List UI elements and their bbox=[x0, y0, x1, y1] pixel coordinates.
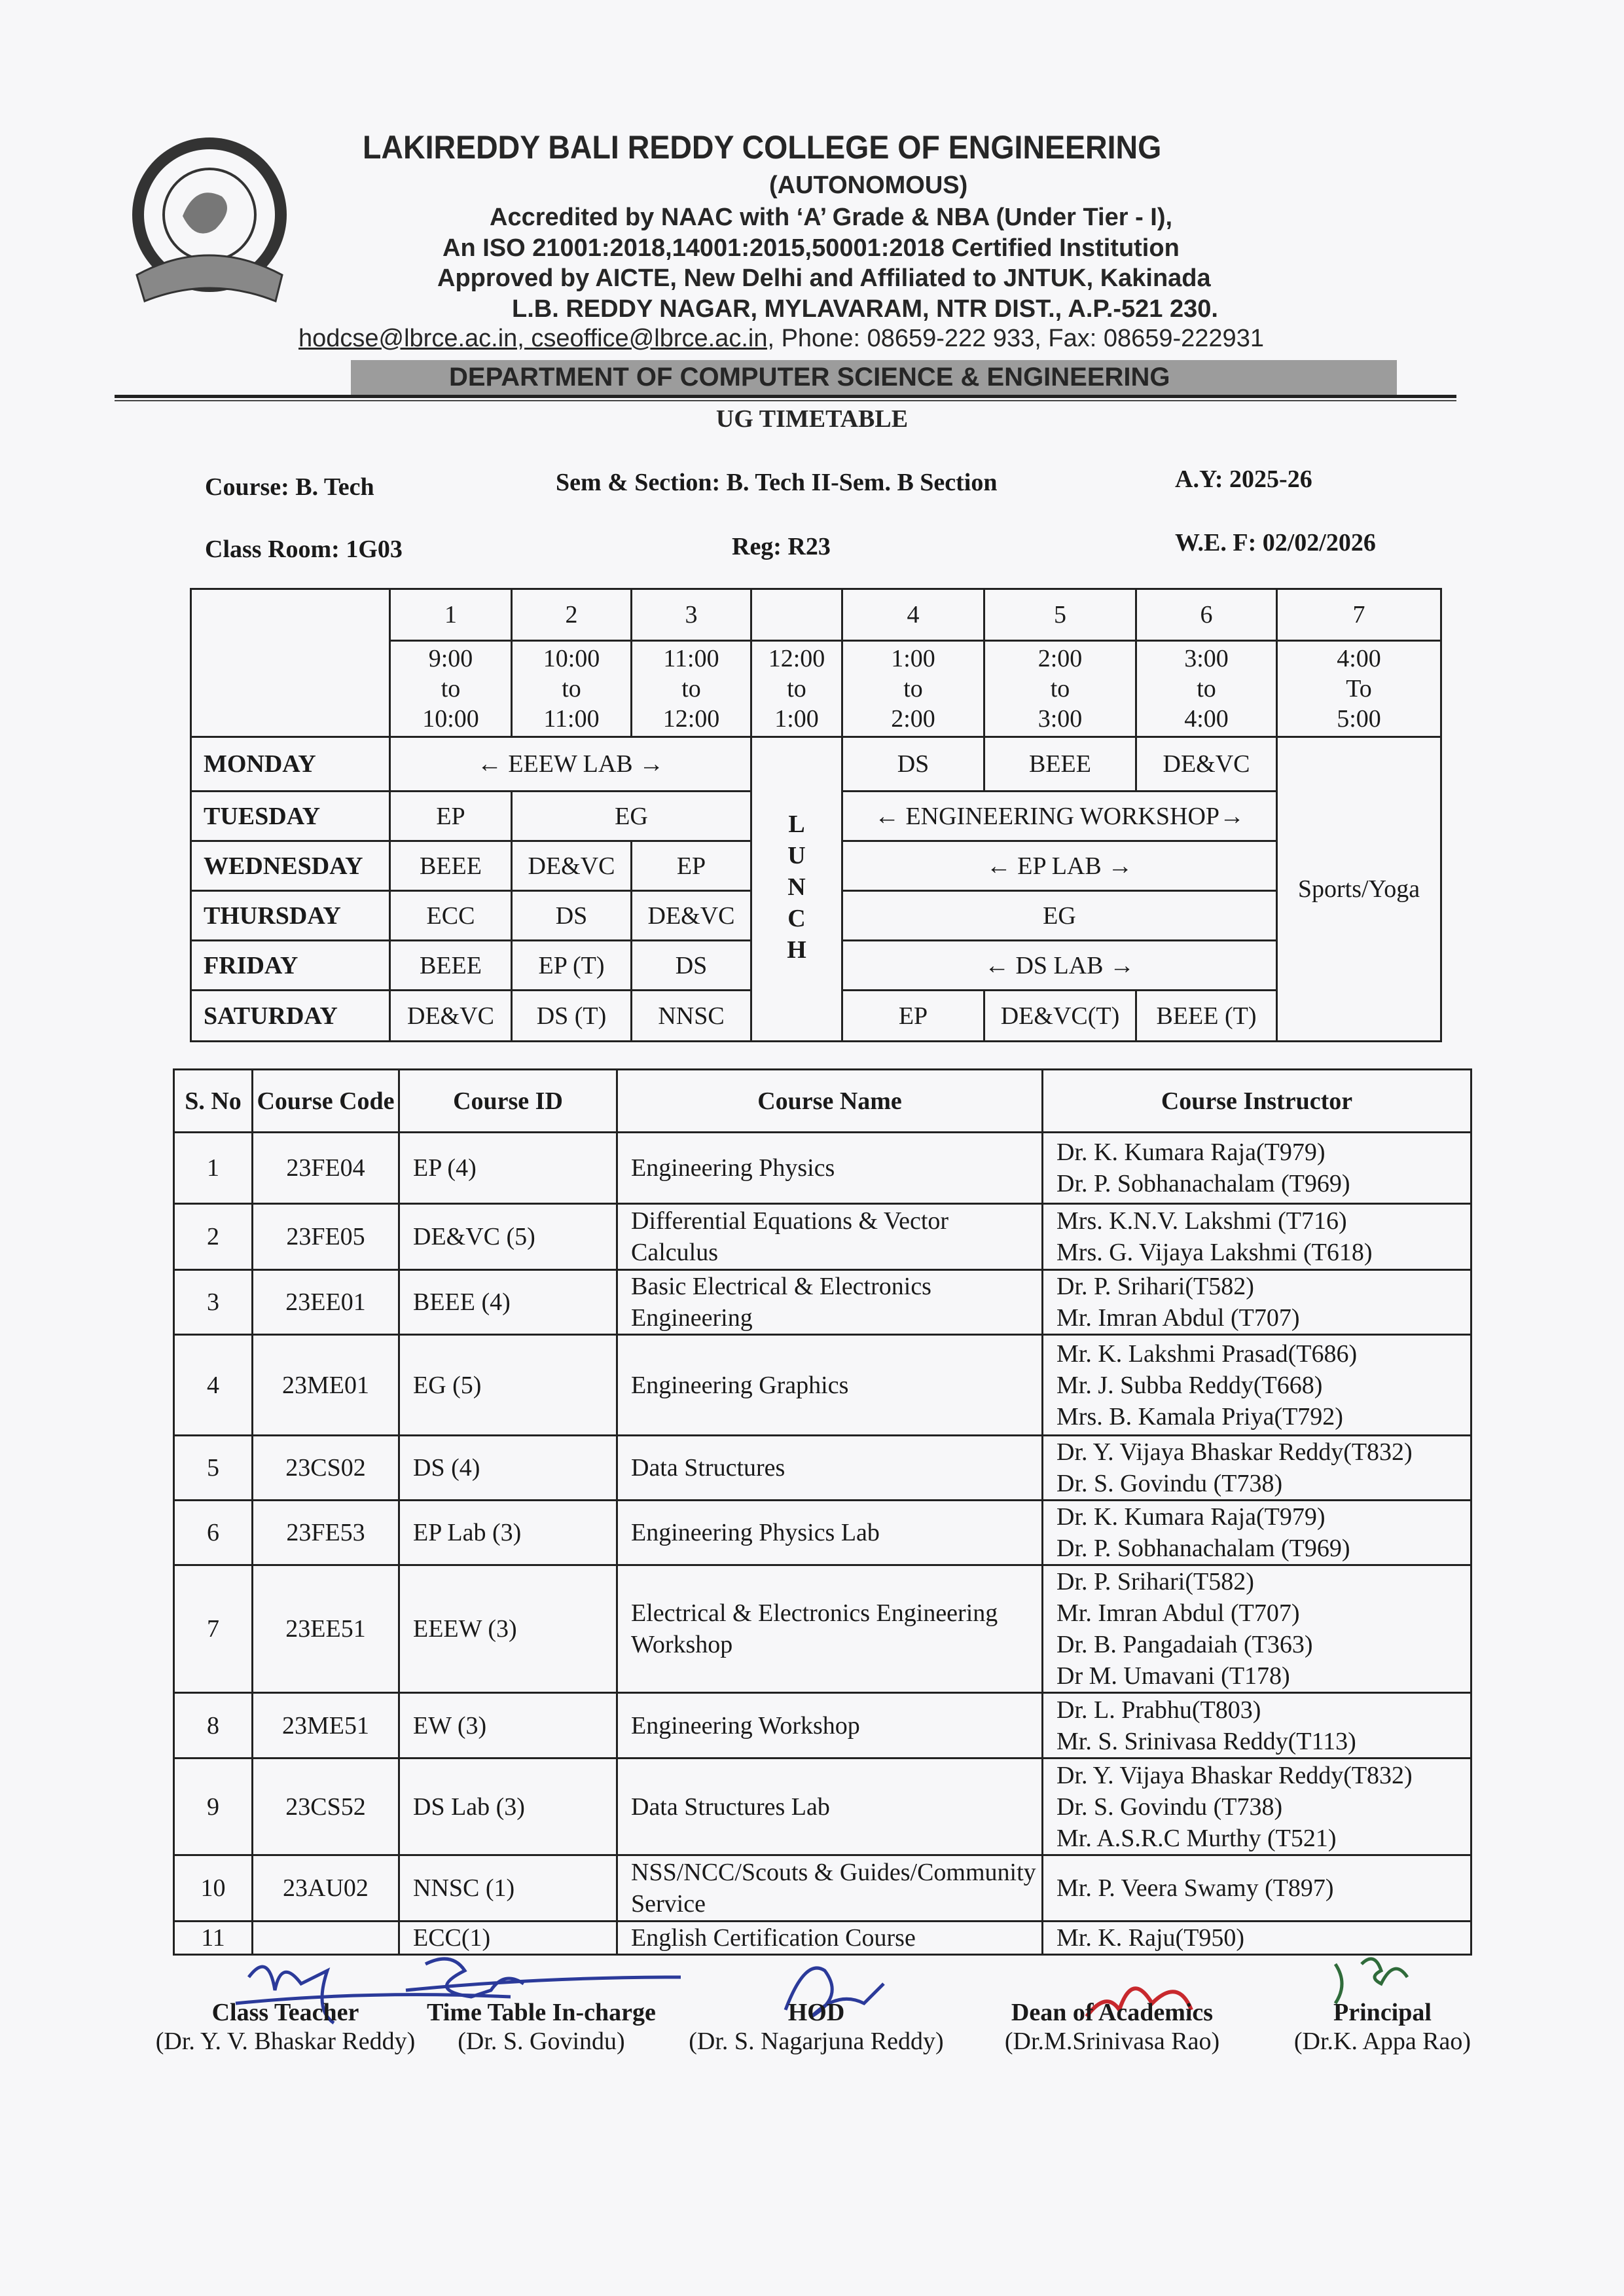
course-name-cell: Engineering Workshop bbox=[617, 1693, 1043, 1758]
instructor-name: Mr. K. Lakshmi Prasad(T686) bbox=[1056, 1339, 1358, 1368]
time-text: 10:00 bbox=[543, 645, 600, 672]
course-row bbox=[174, 1436, 1471, 1501]
slot: DS bbox=[512, 891, 632, 941]
period-number: 2 bbox=[512, 589, 632, 641]
instructor-name: Dr M. Umavani (T178) bbox=[1056, 1662, 1290, 1690]
course-id-cell: ECC(1) bbox=[399, 1922, 617, 1955]
slot: DE&VC bbox=[390, 991, 512, 1042]
period-time bbox=[632, 641, 751, 737]
period-time bbox=[984, 641, 1136, 737]
period-number: 6 bbox=[1136, 589, 1277, 641]
slot: ← ENGINEERING WORKSHOP→ bbox=[842, 792, 1277, 841]
instructor-name: Mr. J. Subba Reddy(T668) bbox=[1056, 1371, 1323, 1399]
instructor-cell bbox=[1043, 1436, 1471, 1501]
course-code-cell: 23FE05 bbox=[253, 1204, 399, 1270]
time-text: 1:00 bbox=[891, 645, 935, 672]
instructor-name: Dr. P. Srihari(T582) bbox=[1056, 1273, 1254, 1300]
course-id-cell: EW (3) bbox=[399, 1693, 617, 1758]
course-name-cell: Engineering Physics Lab bbox=[617, 1501, 1043, 1565]
wef-label: W.E. F: 02/02/2026 bbox=[1175, 529, 1376, 556]
course-code-cell: 23CS02 bbox=[253, 1436, 399, 1501]
slot: EG bbox=[512, 792, 751, 841]
day-thursday: THURSDAY bbox=[191, 891, 390, 941]
slot: BEEE bbox=[984, 737, 1136, 792]
time-text: 11:00 bbox=[543, 705, 600, 733]
course-name-cell: Basic Electrical & Electronics Engineering bbox=[617, 1270, 1043, 1335]
time-text: to bbox=[903, 675, 923, 702]
department-name: DEPARTMENT OF COMPUTER SCIENCE & ENGINEERING bbox=[449, 363, 1170, 392]
course-name-cell: Engineering Physics bbox=[617, 1133, 1043, 1204]
course-id-cell: EG (5) bbox=[399, 1335, 617, 1436]
time-text: 9:00 bbox=[428, 645, 473, 672]
contact-line bbox=[298, 325, 1264, 353]
time-text: to bbox=[681, 675, 701, 702]
instructor-name: Mr. Imran Abdul (T707) bbox=[1056, 1599, 1300, 1627]
time-text: 2:00 bbox=[1038, 645, 1083, 672]
header-sno: S. No bbox=[174, 1070, 253, 1133]
course-name-cell: Data Structures Lab bbox=[617, 1758, 1043, 1855]
day-wednesday: WEDNESDAY bbox=[191, 841, 390, 891]
accreditation-line: Accredited by NAAC with ‘A’ Grade & NBA (Under Tier - I), bbox=[490, 204, 1173, 231]
slot: EP bbox=[390, 792, 512, 841]
sno-cell: 4 bbox=[174, 1335, 253, 1436]
instructor-cell bbox=[1043, 1270, 1471, 1335]
slot: BEEE bbox=[390, 941, 512, 991]
instructor-cell bbox=[1043, 1501, 1471, 1565]
course-code-cell: 23EE01 bbox=[253, 1270, 399, 1335]
instructor-name: Dr. P. Sobhanachalam (T969) bbox=[1056, 1170, 1350, 1197]
day-saturday: SATURDAY bbox=[191, 991, 390, 1042]
course-row bbox=[174, 1501, 1471, 1565]
time-text: 4:00 bbox=[1337, 645, 1381, 672]
course-id-cell: EP (4) bbox=[399, 1133, 617, 1204]
time-text: 5:00 bbox=[1337, 705, 1381, 733]
regulation-label: Reg: R23 bbox=[732, 533, 831, 560]
day-monday: MONDAY bbox=[191, 737, 390, 792]
document-title: UG TIMETABLE bbox=[715, 405, 909, 433]
phone-fax: Phone: 08659-222 933, Fax: 08659-222931 bbox=[774, 325, 1264, 352]
signature-block bbox=[1212, 1998, 1553, 2056]
signatory-role: HOD bbox=[787, 1999, 845, 2026]
slot: EG bbox=[842, 891, 1277, 941]
time-text: to bbox=[562, 675, 581, 702]
course-id-cell: BEEE (4) bbox=[399, 1270, 617, 1335]
lunch-period-number bbox=[751, 589, 842, 641]
signatory-name: (Dr. Y. V. Bhaskar Reddy) bbox=[155, 2028, 416, 2055]
sno-cell: 2 bbox=[174, 1204, 253, 1270]
signature-block bbox=[646, 1998, 986, 2056]
course-name-cell: Electrical & Electronics Engineering Workshop bbox=[617, 1565, 1043, 1693]
instructor-name: Dr. P. Srihari(T582) bbox=[1056, 1568, 1254, 1595]
classroom-label: Class Room: 1G03 bbox=[205, 536, 403, 563]
sno-cell: 11 bbox=[174, 1922, 253, 1955]
instructor-name: Dr. P. Sobhanachalam (T969) bbox=[1056, 1535, 1350, 1562]
signatory-role: Class Teacher bbox=[211, 1999, 359, 2026]
period-number: 5 bbox=[984, 589, 1136, 641]
period-time bbox=[751, 641, 842, 737]
course-name-cell: Differential Equations & Vector Calculus bbox=[617, 1204, 1043, 1270]
slot: DE&VC bbox=[512, 841, 632, 891]
course-table bbox=[173, 1068, 1472, 1956]
slot: DE&VC bbox=[1136, 737, 1277, 792]
time-text: To bbox=[1346, 675, 1372, 702]
period-time bbox=[1136, 641, 1277, 737]
slot: DE&VC bbox=[632, 891, 751, 941]
instructor-name: Mrs. K.N.V. Lakshmi (T716) bbox=[1056, 1207, 1347, 1235]
course-name-cell: NSS/NCC/Scouts & Guides/Community Service bbox=[617, 1855, 1043, 1922]
instructor-cell bbox=[1043, 1693, 1471, 1758]
instructor-cell bbox=[1043, 1565, 1471, 1693]
course-code-cell: 23AU02 bbox=[253, 1855, 399, 1922]
course-id-cell: EEEW (3) bbox=[399, 1565, 617, 1693]
time-text: 4:00 bbox=[1184, 705, 1229, 733]
time-text: 11:00 bbox=[663, 645, 719, 672]
timetable-incharge-signature bbox=[406, 1959, 681, 1997]
timetable-grid bbox=[190, 588, 1442, 1042]
autonomous-label: (AUTONOMOUS) bbox=[769, 172, 968, 199]
slot: BEEE (T) bbox=[1136, 991, 1277, 1042]
course-row bbox=[174, 1855, 1471, 1922]
sno-cell: 1 bbox=[174, 1133, 253, 1204]
signatory-name: (Dr.K. Appa Rao) bbox=[1293, 2028, 1471, 2055]
course-code-cell: 23CS52 bbox=[253, 1758, 399, 1855]
course-row bbox=[174, 1693, 1471, 1758]
slot: ← DS LAB → bbox=[842, 941, 1277, 991]
instructor-cell bbox=[1043, 1855, 1471, 1922]
sno-cell: 8 bbox=[174, 1693, 253, 1758]
slot: EP bbox=[632, 841, 751, 891]
lunch-break: LUNCH bbox=[751, 737, 842, 1042]
time-text: 12:00 bbox=[768, 645, 825, 672]
sno-cell: 5 bbox=[174, 1436, 253, 1501]
period-number: 3 bbox=[632, 589, 751, 641]
instructor-name: Dr. K. Kumara Raja(T979) bbox=[1056, 1503, 1326, 1531]
course-id-cell: DE&VC (5) bbox=[399, 1204, 617, 1270]
time-text: 3:00 bbox=[1184, 645, 1229, 672]
time-text: 3:00 bbox=[1038, 705, 1083, 733]
instructor-name: Dr. Y. Vijaya Bhaskar Reddy(T832) bbox=[1056, 1438, 1413, 1466]
time-text: 10:00 bbox=[422, 705, 479, 733]
sno-cell: 9 bbox=[174, 1758, 253, 1855]
academic-year-label: A.Y: 2025-26 bbox=[1175, 465, 1312, 493]
course-code-cell: 23FE04 bbox=[253, 1133, 399, 1204]
slot: NNSC bbox=[632, 991, 751, 1042]
department-band bbox=[351, 360, 1397, 395]
approval-line: Approved by AICTE, New Delhi and Affiliated to JNTUK, Kakinada bbox=[437, 264, 1211, 292]
header-course-instructor: Course Instructor bbox=[1043, 1070, 1471, 1133]
instructor-name: Mr. A.S.R.C Murthy (T521) bbox=[1056, 1824, 1337, 1852]
sem-section-label: Sem & Section: B. Tech II-Sem. B Section bbox=[556, 469, 998, 496]
signatory-role: Principal bbox=[1333, 1999, 1432, 2026]
course-code-cell: 23EE51 bbox=[253, 1565, 399, 1693]
period-number: 7 bbox=[1277, 589, 1441, 641]
sno-cell: 10 bbox=[174, 1855, 253, 1922]
course-id-cell: EP Lab (3) bbox=[399, 1501, 617, 1565]
college-name: LAKIREDDY BALI REDDY COLLEGE OF ENGINEERING bbox=[363, 129, 1162, 166]
divider bbox=[115, 400, 1456, 401]
slot: EP (T) bbox=[512, 941, 632, 991]
course-id-cell: DS (4) bbox=[399, 1436, 617, 1501]
period-time bbox=[512, 641, 632, 737]
instructor-name: Dr. K. Kumara Raja(T979) bbox=[1056, 1139, 1326, 1166]
course-name-cell: Data Structures bbox=[617, 1436, 1043, 1501]
instructor-cell bbox=[1043, 1758, 1471, 1855]
instructor-name: Mr. Imran Abdul (T707) bbox=[1056, 1304, 1300, 1332]
course-name-cell: Engineering Graphics bbox=[617, 1335, 1043, 1436]
period-time bbox=[390, 641, 512, 737]
slot: DS bbox=[632, 941, 751, 991]
sno-cell: 3 bbox=[174, 1270, 253, 1335]
corner-cell bbox=[191, 589, 390, 737]
signatory-name: (Dr. S. Nagarjuna Reddy) bbox=[689, 2028, 944, 2055]
instructor-name: Dr. S. Govindu (T738) bbox=[1056, 1793, 1283, 1821]
principal-signature bbox=[1335, 1959, 1407, 2003]
instructor-cell bbox=[1043, 1204, 1471, 1270]
address-line: L.B. REDDY NAGAR, MYLAVARAM, NTR DIST., A.P.-521 230. bbox=[512, 295, 1218, 323]
divider bbox=[115, 395, 1456, 398]
day-friday: FRIDAY bbox=[191, 941, 390, 991]
course-code-cell: 23FE53 bbox=[253, 1501, 399, 1565]
time-text: to bbox=[787, 675, 806, 702]
period-time bbox=[842, 641, 984, 737]
instructor-name: Mr. P. Veera Swamy (T897) bbox=[1056, 1874, 1334, 1902]
course-row bbox=[174, 1565, 1471, 1693]
time-text: 1:00 bbox=[774, 705, 819, 733]
instructor-name: Dr. L. Prabhu(T803) bbox=[1056, 1696, 1261, 1724]
instructor-name: Dr. Y. Vijaya Bhaskar Reddy(T832) bbox=[1056, 1761, 1413, 1789]
time-text: 12:00 bbox=[662, 705, 720, 733]
slot: ← EP LAB → bbox=[842, 841, 1277, 891]
signatory-name: (Dr. S. Govindu) bbox=[458, 2028, 625, 2055]
header-course-name: Course Name bbox=[617, 1070, 1043, 1133]
sno-cell: 7 bbox=[174, 1565, 253, 1693]
slot: BEEE bbox=[390, 841, 512, 891]
time-text: 2:00 bbox=[891, 705, 935, 733]
email-links[interactable]: hodcse@lbrce.ac.in, cseoffice@lbrce.ac.in, bbox=[298, 325, 775, 352]
header-course-id: Course ID bbox=[399, 1070, 617, 1133]
course-row bbox=[174, 1270, 1471, 1335]
sno-cell: 6 bbox=[174, 1501, 253, 1565]
instructor-name: Mr. S. Srinivasa Reddy(T113) bbox=[1056, 1727, 1356, 1755]
slot: DS bbox=[842, 737, 984, 792]
slot: DE&VC(T) bbox=[984, 991, 1136, 1042]
college-logo bbox=[117, 131, 302, 316]
time-text: to bbox=[1050, 675, 1070, 702]
day-tuesday: TUESDAY bbox=[191, 792, 390, 841]
course-code-cell: 23ME51 bbox=[253, 1693, 399, 1758]
course-id-cell: DS Lab (3) bbox=[399, 1758, 617, 1855]
slot: DS (T) bbox=[512, 991, 632, 1042]
signatory-role: Time Table In-charge bbox=[427, 1999, 656, 2026]
slot: ECC bbox=[390, 891, 512, 941]
iso-line: An ISO 21001:2018,14001:2015,50001:2018 Certified Institution bbox=[442, 234, 1180, 262]
instructor-name: Dr. S. Govindu (T738) bbox=[1056, 1470, 1283, 1497]
course-id-cell: NNSC (1) bbox=[399, 1855, 617, 1922]
time-text: to bbox=[441, 675, 461, 702]
instructor-name: Mrs. G. Vijaya Lakshmi (T618) bbox=[1056, 1239, 1373, 1266]
period-number: 4 bbox=[842, 589, 984, 641]
course-name-cell: English Certification Course bbox=[617, 1922, 1043, 1955]
signatory-role: Dean of Academics bbox=[1011, 1999, 1214, 2026]
course-row bbox=[174, 1758, 1471, 1855]
course-row bbox=[174, 1335, 1471, 1436]
instructor-name: Mrs. B. Kamala Priya(T792) bbox=[1056, 1402, 1343, 1430]
period-number: 1 bbox=[390, 589, 512, 641]
course-code-cell: 23ME01 bbox=[253, 1335, 399, 1436]
instructor-name: Mr. K. Raju(T950) bbox=[1056, 1924, 1245, 1952]
course-label: Course: B. Tech bbox=[205, 473, 374, 501]
course-row bbox=[174, 1204, 1471, 1270]
sports-yoga: Sports/Yoga bbox=[1277, 737, 1441, 1042]
instructor-cell bbox=[1043, 1133, 1471, 1204]
period-time bbox=[1277, 641, 1441, 737]
header-course-code: Course Code bbox=[253, 1070, 399, 1133]
slot: EP bbox=[842, 991, 984, 1042]
instructor-name: Dr. B. Pangadaiah (T363) bbox=[1056, 1631, 1313, 1658]
signatory-name: (Dr.M.Srinivasa Rao) bbox=[1004, 2028, 1220, 2055]
time-text: to bbox=[1197, 675, 1216, 702]
course-row bbox=[174, 1133, 1471, 1204]
slot: ← EEEW LAB → bbox=[390, 737, 751, 792]
instructor-cell bbox=[1043, 1335, 1471, 1436]
